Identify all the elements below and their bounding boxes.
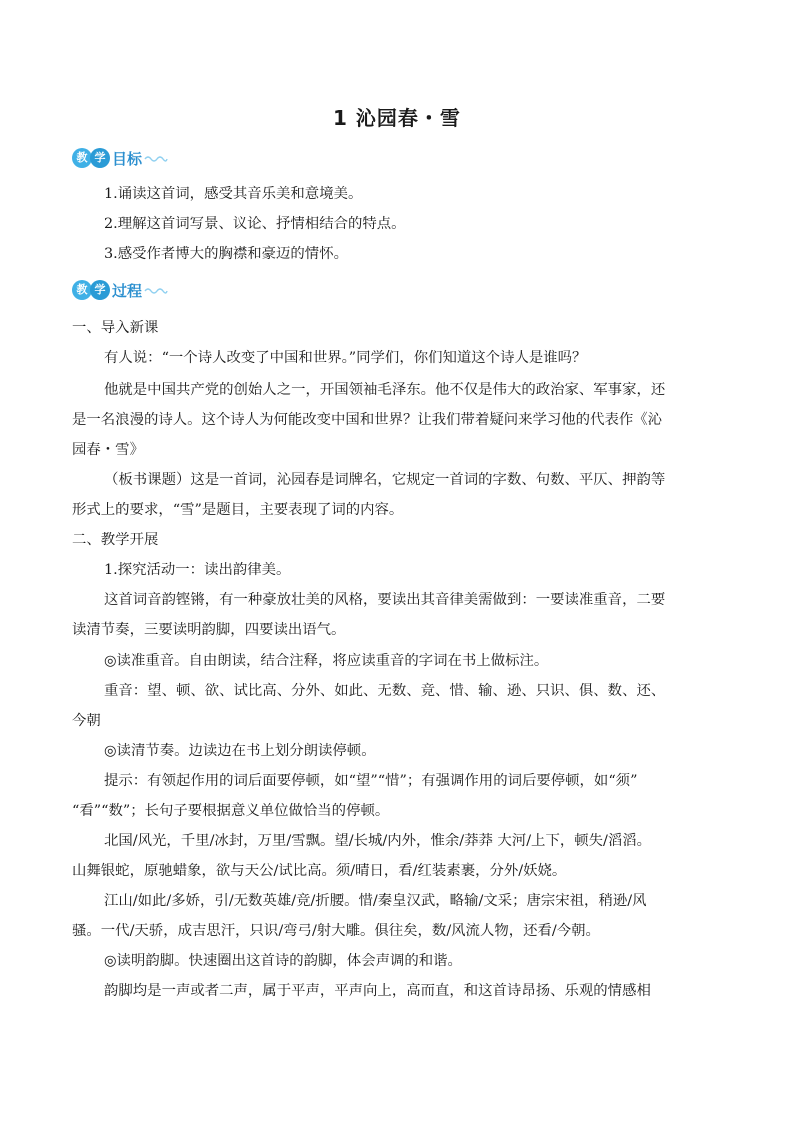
section-heading-goals [72,145,168,171]
page-title: 1 沁园春・雪 [333,106,461,130]
paragraph: 这首词音韵铿锵，有一种豪放壮美的风格，要读出其音律美需做到：一要读准重音，二要 [104,592,666,608]
poem-line: 北国/风光，千里/冰封，万里/雪飘。望/长城/内外，惟余/莽莽 大河/上下，顿失/滔滔。 [104,833,652,849]
goal-item: 2.理解这首词写景、议论、抒情相结合的特点。 [104,216,406,232]
section-title: 目标 [112,149,143,168]
paragraph: 读清节奏，三要读明韵脚，四要读出语气。 [72,622,346,638]
goal-item: 3.感受作者博大的胸襟和豪迈的情怀。 [104,246,348,262]
paragraph: 重音：望、顿、欲、试比高、分外、如此、无数、竞、惜、输、逊、只识、俱、数、还、 [104,683,666,699]
badge-char: 教 [72,148,92,168]
badge-char: 教 [72,280,92,300]
paragraph: “看”“数”；长句子要根据意义单位做恰当的停顿。 [72,803,390,819]
wave-icon [144,285,168,295]
poem-line: 骚。一代/天骄，成吉思汗，只识/弯弓/射大雕。俱往矣，数/风流人物，还看/今朝。 [72,923,600,939]
goal-item: 1.诵读这首词，感受其音乐美和意境美。 [104,186,363,202]
paragraph: 提示：有领起作用的词后面要停顿，如“望”“惜”；有强调作用的词后要停顿，如“须” [104,773,638,789]
paragraph: 今朝 [72,713,101,729]
heading-1: 一、导入新课 [72,320,159,336]
heading-2: 二、教学开展 [72,532,159,548]
paragraph: 是一名浪漫的诗人。这个诗人为何能改变中国和世界？让我们带着疑问来学习他的代表作《沁 [72,412,663,428]
subheading: 1.探究活动一：读出韵律美。 [104,562,291,578]
section-badge [72,280,108,300]
paragraph: ◎读准重音。自由朗读，结合注释，将应读重音的字词在书上做标注。 [104,653,549,669]
paragraph: 有人说：“一个诗人改变了中国和世界。”同学们，你们知道这个诗人是谁吗？ [104,350,587,366]
paragraph: ◎读明韵脚。快速圈出这首诗的韵脚，体会声调的和谐。 [104,953,462,969]
paragraph: ◎读清节奏。边读边在书上划分朗读停顿。 [104,743,376,759]
section-badge [72,148,108,168]
paragraph: 形式上的要求，“雪”是题目，主要表现了词的内容。 [72,502,404,518]
wave-icon [144,153,168,163]
badge-char: 学 [90,280,110,300]
poem-line: 江山/如此/多娇，引/无数英雄/竞/折腰。惜/秦皇汉武，略输/文采；唐宗宋祖，稍逊/风 [104,893,647,909]
paragraph: 园春・雪》 [72,442,144,458]
paragraph: 他就是中国共产党的创始人之一，开国领袖毛泽东。他不仅是伟大的政治家、军事家，还 [104,382,666,398]
paragraph: 韵脚均是一声或者二声，属于平声，平声向上，高而直，和这首诗昂扬、乐观的情感相 [104,983,651,999]
badge-char: 学 [90,148,110,168]
section-heading-process [72,277,168,303]
section-title: 过程 [112,281,143,300]
paragraph: （板书课题）这是一首词，沁园春是词牌名，它规定一首词的字数、句数、平仄、押韵等 [104,472,666,488]
poem-line: 山舞银蛇，原驰蜡象，欲与天公/试比高。须/晴日，看/红装素裹，分外/妖娆。 [72,863,567,879]
